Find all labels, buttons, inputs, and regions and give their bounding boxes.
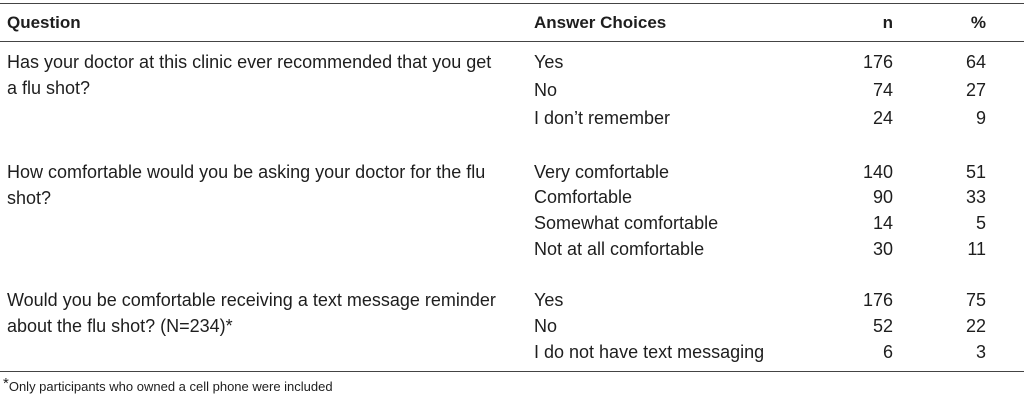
- answer-percent: 75: [965, 290, 986, 310]
- table-row: [0, 287, 1024, 313]
- answer-percent: 33: [965, 187, 986, 207]
- answer-percent: 11: [967, 239, 986, 259]
- table-row: [0, 339, 1024, 365]
- answer-n: 30: [872, 239, 893, 259]
- table-row: [0, 210, 1024, 236]
- header-answer-choices: Answer Choices: [534, 13, 667, 32]
- header-percent: %: [970, 13, 986, 32]
- table-row: [0, 77, 1024, 103]
- header-bottom-rule: [0, 41, 1024, 42]
- answer-label: Not at all comfortable: [534, 239, 705, 259]
- answer-n: 24: [872, 108, 893, 128]
- table-row: [0, 236, 1024, 262]
- answer-n: 176: [862, 290, 893, 310]
- question-text: Would you be comfortable receiving a text message reminder about the flu shot? (N=234)*: [7, 290, 496, 336]
- question-text: Has your doctor at this clinic ever recommended that you get a flu shot?: [7, 52, 492, 98]
- answer-label: I do not have text messaging: [534, 342, 765, 362]
- answer-percent: 27: [965, 80, 986, 100]
- table-row: [0, 105, 1024, 131]
- table-header-row: [0, 3, 1024, 41]
- answer-n: 6: [882, 342, 893, 362]
- answer-label: I don’t remember: [534, 108, 671, 128]
- answer-percent: 64: [965, 52, 986, 72]
- answer-label: Yes: [534, 52, 564, 72]
- answer-n: 74: [872, 80, 893, 100]
- table-row: [0, 159, 1024, 185]
- answer-percent: 51: [965, 162, 986, 182]
- answer-n: 52: [872, 316, 893, 336]
- header-question: Question: [7, 13, 81, 32]
- footnote-text: Only participants who owned a cell phone were included: [8, 379, 333, 394]
- table-row: [0, 313, 1024, 339]
- answer-percent: 3: [975, 342, 986, 362]
- table-row: [0, 184, 1024, 210]
- answer-n: 176: [862, 52, 893, 72]
- answer-percent: 5: [975, 213, 986, 233]
- answer-n: 140: [862, 162, 893, 182]
- answer-label: Yes: [534, 290, 564, 310]
- header-n: n: [882, 13, 893, 32]
- answer-label: Somewhat comfortable: [534, 213, 719, 233]
- answer-label: No: [534, 80, 558, 100]
- answer-label: Very comfortable: [534, 162, 670, 182]
- footnote-marker: *: [3, 375, 9, 392]
- answer-n: 90: [872, 187, 893, 207]
- table-bottom-rule: [0, 371, 1024, 372]
- answer-label: Comfortable: [534, 187, 633, 207]
- table-footnote: [3, 375, 333, 395]
- answer-percent: 9: [975, 108, 986, 128]
- answer-n: 14: [872, 213, 893, 233]
- table-row: [0, 49, 1024, 75]
- answer-label: No: [534, 316, 558, 336]
- answer-percent: 22: [965, 316, 986, 336]
- question-text: How comfortable would you be asking your doctor for the flu shot?: [7, 162, 486, 208]
